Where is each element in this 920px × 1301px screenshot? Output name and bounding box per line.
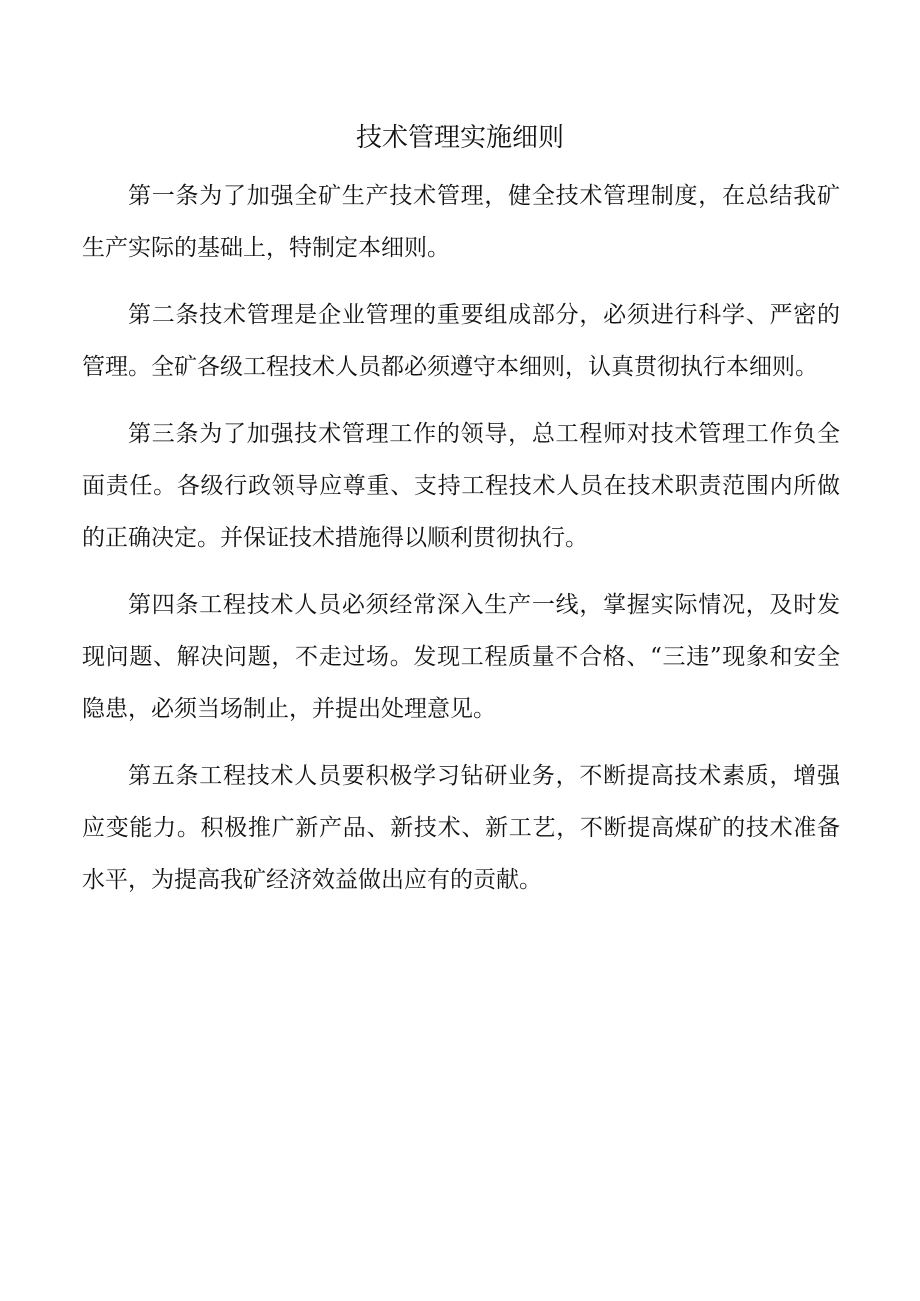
article-2-paragraph: 第二条技术管理是企业管理的重要组成部分，必须进行科学、严密的管理。全矿各级工程技术人员都必须遵守本细则，认真贯彻执行本细则。 bbox=[82, 302, 840, 380]
article-3-paragraph: 第三条为了加强技术管理工作的领导，总工程师对技术管理工作负全面责任。各级行政领导应尊重、支持工程技术人员在技术职责范围内所做的正确决定。并保证技术措施得以顺利贯彻执行。 bbox=[82, 421, 840, 551]
document-title: 技术管理实施细则 bbox=[355, 123, 564, 153]
article-5-paragraph: 第五条工程技术人员要积极学习钻研业务，不断提高技术素质，增强应变能力。积极推广新产品、新技术、新工艺，不断提高煤矿的技术准备水平，为提高我矿经济效益做出应有的贡献。 bbox=[82, 763, 840, 893]
document-body bbox=[82, 170, 840, 921]
article-1-paragraph: 第一条为了加强全矿生产技术管理，健全技术管理制度，在总结我矿生产实际的基础上，特制定本细则。 bbox=[82, 183, 840, 261]
article-4-paragraph: 第四条工程技术人员必须经常深入生产一线，掌握实际情况，及时发现问题、解决问题，不走过场。发现工程质量不合格、“三违”现象和安全隐患，必须当场制止，并提出处理意见。 bbox=[82, 592, 840, 722]
